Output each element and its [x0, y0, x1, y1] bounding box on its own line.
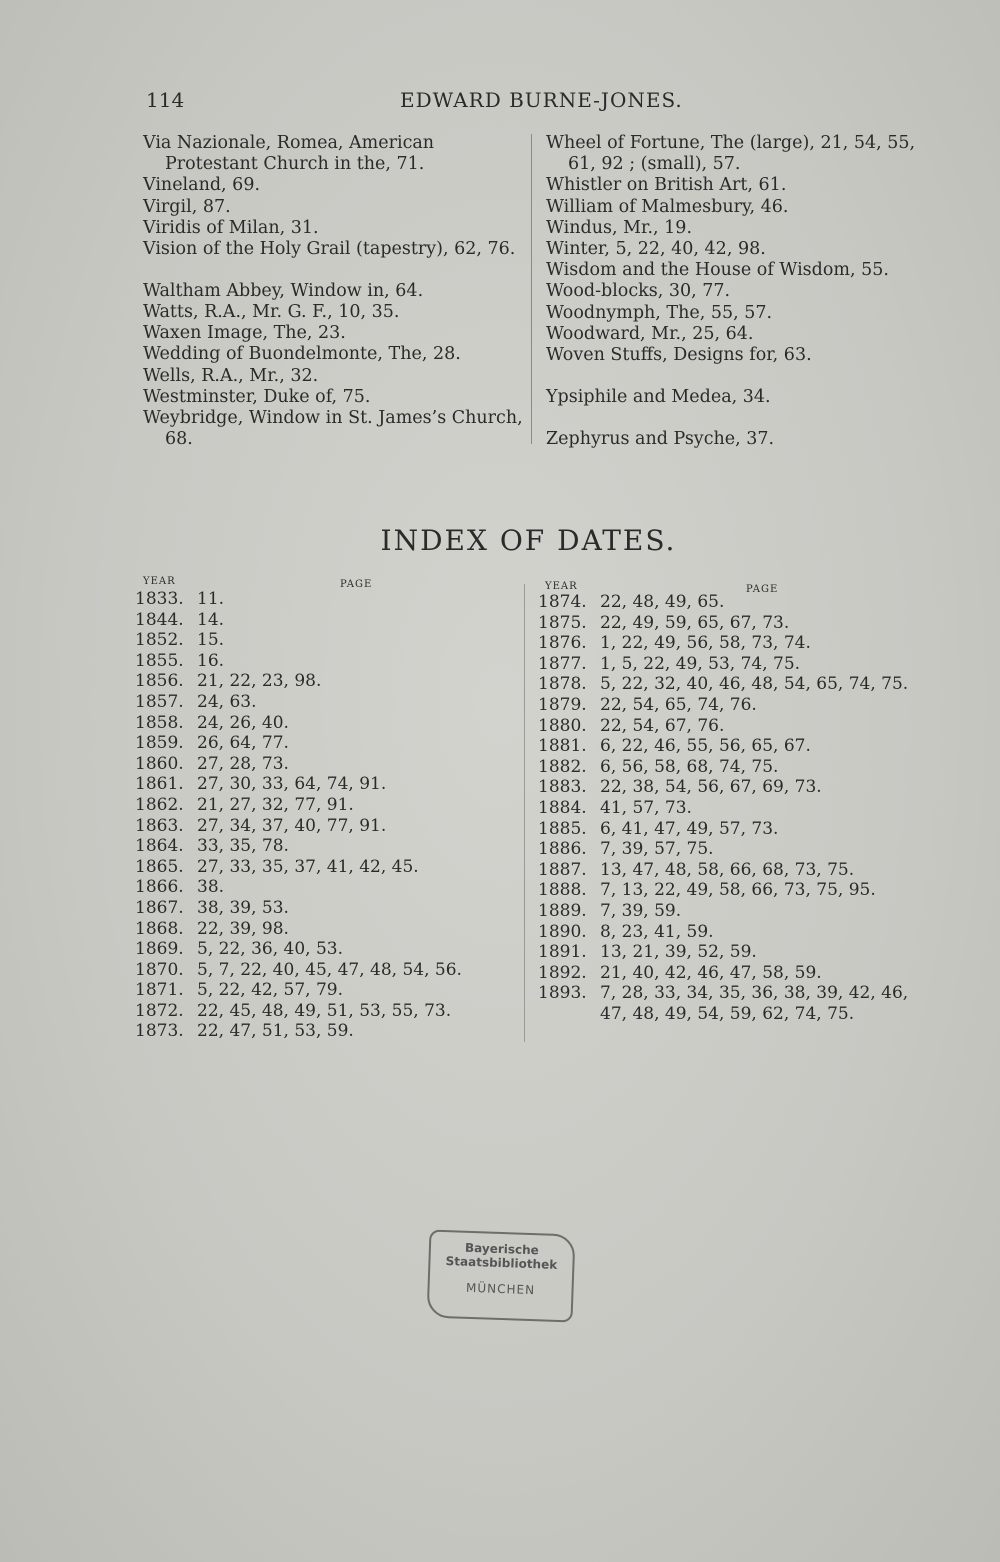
date-pages: 27, 34, 37, 40, 77, 91. [197, 815, 387, 836]
date-pages: 27, 28, 73. [197, 753, 289, 774]
index-entry: Zephyrus and Psyche, 37. [546, 428, 775, 449]
index-entry: Westminster, Duke of, 75. [143, 386, 371, 407]
date-pages: 14. [197, 609, 225, 630]
index-entry: Ypsiphile and Medea, 34. [546, 386, 771, 407]
index-entry: Wells, R.A., Mr., 32. [143, 365, 319, 386]
index-entry: Wedding of Buondelmonte, The, 28. [143, 344, 461, 365]
date-pages: 7, 39, 59. [600, 900, 682, 921]
date-row [538, 880, 938, 901]
date-pages: 22, 47, 51, 53, 59. [197, 1021, 354, 1042]
date-pages: 38. [197, 877, 225, 898]
running-title: EDWARD BURNE-JONES. [400, 88, 683, 112]
date-row [538, 942, 938, 963]
date-year: 1860. [135, 753, 184, 774]
date-pages: 22, 39, 98. [197, 918, 289, 939]
date-year: 1890. [538, 921, 587, 942]
date-row [135, 774, 515, 795]
date-year: 1874. [538, 592, 587, 612]
date-year: 1884. [538, 797, 587, 818]
date-row [538, 633, 938, 654]
date-row [135, 651, 515, 672]
date-year: 1868. [135, 918, 184, 939]
date-year: 1833. [135, 589, 184, 609]
date-pages: 5, 22, 36, 40, 53. [197, 939, 343, 960]
date-row [135, 754, 515, 775]
date-year: 1855. [135, 650, 184, 671]
index-entry: Waxen Image, The, 23. [143, 323, 346, 344]
stamp-line-1: Bayerische [464, 1240, 540, 1258]
date-row [538, 963, 938, 984]
date-row [538, 860, 938, 881]
date-year: 1859. [135, 733, 184, 754]
stamp-line-3: MÜNCHEN [465, 1280, 536, 1298]
year-header-left: YEAR [143, 576, 176, 587]
date-year: 1878. [538, 674, 587, 695]
date-pages: 22, 54, 67, 76. [600, 715, 725, 736]
date-pages: 13, 47, 48, 58, 66, 68, 73, 75. [600, 859, 855, 880]
date-row [135, 980, 515, 1001]
date-row [538, 654, 938, 675]
index-entry: Wood-blocks, 30, 77. [546, 281, 731, 302]
library-stamp [427, 1229, 576, 1322]
date-row [135, 733, 515, 754]
date-year: 1879. [538, 694, 587, 715]
index-entry: Waltham Abbey, Window in, 64. [143, 280, 424, 301]
date-pages: 21, 22, 23, 98. [197, 671, 322, 692]
date-row [538, 839, 938, 860]
date-year: 1885. [538, 818, 587, 839]
dates-heading: INDEX OF DATES. [380, 524, 677, 557]
index-entry: Winter, 5, 22, 40, 42, 98. [546, 239, 766, 260]
column-divider [531, 134, 532, 444]
date-year: 1887. [538, 859, 587, 880]
date-year: 1867. [135, 897, 184, 918]
date-row [135, 1021, 515, 1042]
date-row [135, 795, 515, 816]
date-pages: 5, 7, 22, 40, 45, 47, 48, 54, 56. [197, 959, 462, 980]
date-pages: 6, 22, 46, 55, 56, 65, 67. [600, 736, 811, 757]
date-row [135, 630, 515, 651]
date-pages: 27, 33, 35, 37, 41, 42, 45. [197, 856, 419, 877]
date-row [538, 592, 938, 613]
date-pages: 5, 22, 42, 57, 79. [197, 980, 343, 1001]
date-pages: 11. [197, 589, 225, 609]
index-entry: Woven Stuffs, Designs for, 63. [546, 345, 812, 366]
date-row [538, 736, 938, 757]
date-year: 1893. [538, 983, 587, 1004]
date-year: 1876. [538, 633, 587, 654]
date-pages: 1, 22, 49, 56, 58, 73, 74. [600, 633, 811, 654]
date-pages: 5, 22, 32, 40, 46, 48, 54, 65, 74, 75. [600, 674, 909, 695]
date-pages: 21, 40, 42, 46, 47, 58, 59. [600, 962, 822, 983]
date-row [538, 716, 938, 737]
date-row [135, 1001, 515, 1022]
date-row [135, 836, 515, 857]
date-row [538, 922, 938, 943]
date-year: 1886. [538, 839, 587, 860]
date-row [135, 610, 515, 631]
date-pages: 1, 5, 22, 49, 53, 74, 75. [600, 653, 801, 674]
dates-left-column [135, 589, 515, 1042]
date-pages: 7, 28, 33, 34, 35, 36, 38, 39, 42, 46, 47, 48, 49, 54, 59, 62, 74, 75. [600, 983, 909, 1024]
date-row [538, 757, 938, 778]
index-entry: Viridis of Milan, 31. [143, 217, 319, 238]
date-row [135, 898, 515, 919]
date-pages: 22, 38, 54, 56, 67, 69, 73. [600, 777, 822, 798]
index-entry: Vineland, 69. [143, 175, 261, 196]
date-year: 1869. [135, 939, 184, 960]
date-row [538, 819, 938, 840]
date-year: 1892. [538, 962, 587, 983]
page-header-left: PAGE [340, 579, 373, 590]
date-row [135, 960, 515, 981]
index-gap [546, 366, 936, 387]
date-year: 1883. [538, 777, 587, 798]
date-pages: 27, 30, 33, 64, 74, 91. [197, 774, 387, 795]
index-entry: Woodnymph, The, 55, 57. [546, 302, 773, 323]
date-row [538, 798, 938, 819]
index-right-column [546, 133, 936, 450]
date-pages: 22, 49, 59, 65, 67, 73. [600, 612, 790, 633]
index-entry: Vision of the Holy Grail (tapestry), 62, 76. [143, 239, 516, 260]
date-year: 1864. [135, 836, 184, 857]
date-row [538, 613, 938, 634]
date-year: 1870. [135, 959, 184, 980]
date-year: 1866. [135, 877, 184, 898]
index-entry: Wisdom and the House of Wisdom, 55. [546, 260, 889, 281]
date-row [538, 983, 938, 1024]
index-entry: Weybridge, Window in St. James’s Church, 68. [143, 408, 523, 450]
date-row [135, 671, 515, 692]
date-pages: 16. [197, 650, 225, 671]
date-year: 1880. [538, 715, 587, 736]
index-entry: Wheel of Fortune, The (large), 21, 54, 55, 61, 92 ; (small), 57. [546, 133, 916, 175]
index-entry: Virgil, 87. [143, 196, 231, 217]
date-year: 1891. [538, 942, 587, 963]
date-year: 1858. [135, 712, 184, 733]
date-pages: 21, 27, 32, 77, 91. [197, 794, 354, 815]
index-entry: William of Malmesbury, 46. [546, 196, 789, 217]
dates-column-divider [524, 584, 525, 1042]
date-year: 1861. [135, 774, 184, 795]
date-year: 1888. [538, 880, 587, 901]
date-pages: 41, 57, 73. [600, 797, 692, 818]
year-header-right: YEAR [545, 581, 578, 592]
date-year: 1865. [135, 856, 184, 877]
date-row [538, 695, 938, 716]
page-number: 114 [146, 88, 185, 112]
date-year: 1877. [538, 653, 587, 674]
date-pages: 15. [197, 630, 225, 651]
date-year: 1862. [135, 794, 184, 815]
page-header-right: PAGE [746, 584, 779, 595]
date-pages: 22, 48, 49, 65. [600, 592, 725, 612]
date-year: 1875. [538, 612, 587, 633]
date-pages: 24, 26, 40. [197, 712, 289, 733]
date-year: 1872. [135, 1000, 184, 1021]
index-entry: Via Nazionale, Romea, American Protestant Church in the, 71. [143, 133, 435, 175]
date-pages: 24, 63. [197, 691, 257, 712]
date-year: 1863. [135, 815, 184, 836]
date-pages: 33, 35, 78. [197, 836, 289, 857]
date-pages: 7, 13, 22, 49, 58, 66, 73, 75, 95. [600, 880, 876, 901]
date-year: 1873. [135, 1021, 184, 1042]
index-left-column [143, 133, 523, 450]
date-pages: 38, 39, 53. [197, 897, 289, 918]
date-year: 1871. [135, 980, 184, 1001]
index-entry: Windus, Mr., 19. [546, 217, 693, 238]
index-entry: Watts, R.A., Mr. G. F., 10, 35. [143, 302, 400, 323]
date-row [538, 674, 938, 695]
index-entry: Whistler on British Art, 61. [546, 175, 787, 196]
date-year: 1882. [538, 756, 587, 777]
date-pages: 7, 39, 57, 75. [600, 839, 714, 860]
date-row [135, 816, 515, 837]
date-year: 1856. [135, 671, 184, 692]
date-year: 1881. [538, 736, 587, 757]
date-row [135, 857, 515, 878]
date-pages: 13, 21, 39, 52, 59. [600, 942, 757, 963]
date-pages: 22, 54, 65, 74, 76. [600, 694, 757, 715]
date-row [135, 713, 515, 734]
index-entry: Woodward, Mr., 25, 64. [546, 323, 754, 344]
index-gap [143, 260, 523, 281]
date-row [538, 777, 938, 798]
stamp-line-2: Staatsbibliothek [445, 1254, 558, 1272]
date-year: 1857. [135, 691, 184, 712]
date-row [135, 589, 515, 610]
date-row [135, 877, 515, 898]
date-pages: 8, 23, 41, 59. [600, 921, 714, 942]
date-row [538, 901, 938, 922]
index-gap [546, 408, 936, 429]
date-year: 1889. [538, 900, 587, 921]
date-row [135, 919, 515, 940]
date-pages: 26, 64, 77. [197, 733, 289, 754]
date-row [135, 692, 515, 713]
date-year: 1852. [135, 630, 184, 651]
date-pages: 6, 41, 47, 49, 57, 73. [600, 818, 779, 839]
date-year: 1844. [135, 609, 184, 630]
date-pages: 6, 56, 58, 68, 74, 75. [600, 756, 779, 777]
dates-right-column [538, 592, 938, 1024]
date-pages: 22, 45, 48, 49, 51, 53, 55, 73. [197, 1000, 452, 1021]
date-row [135, 939, 515, 960]
